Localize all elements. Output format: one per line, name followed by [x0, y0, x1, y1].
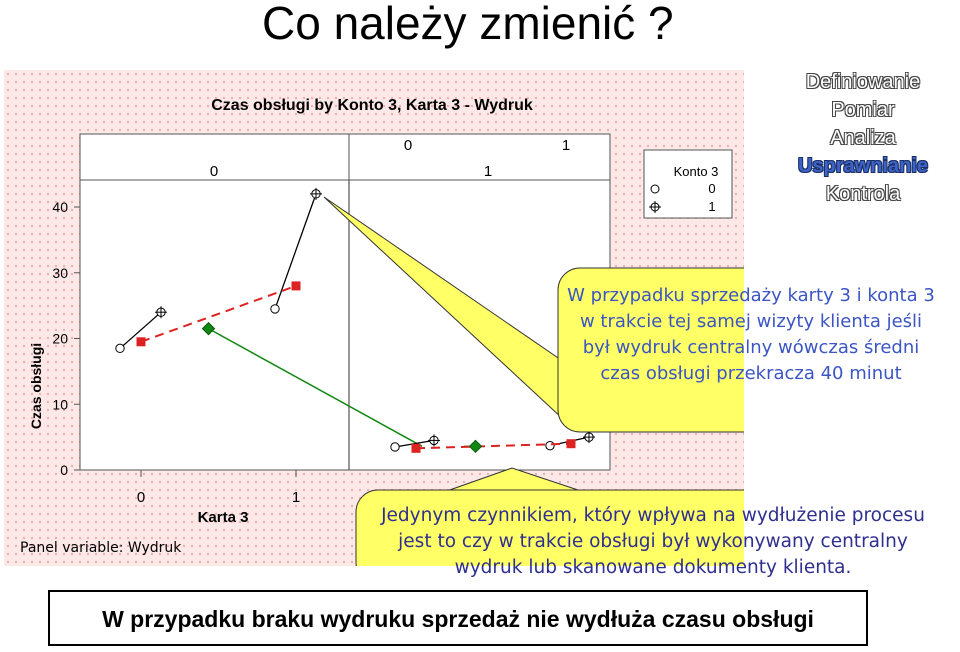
panel-strip	[80, 134, 610, 180]
y-tick-label: 10	[52, 396, 68, 413]
data-point-konto0	[391, 443, 399, 451]
legend-marker-circle	[651, 185, 659, 193]
data-point-konto0	[116, 344, 124, 352]
chart-title: Czas obsługi by Konto 3, Karta 3 - Wydruk	[211, 97, 533, 114]
nav-item-kontrola[interactable]: Kontrola	[825, 183, 901, 205]
panel-label-0: 0	[209, 163, 219, 180]
y-tick-label: 40	[52, 199, 68, 215]
data-point-konto0	[271, 305, 279, 313]
callout-text-1: W przypadku sprzedaży karty 3 i konta 3 w trakcie tej samej wizyty klienta jeśli był wydruk centralny wówczas średni czas obsługi przekracza 40 minut	[567, 285, 935, 384]
nav-item-analiza[interactable]: Analiza	[830, 127, 896, 149]
mean-marker	[412, 444, 421, 453]
nav-item-definiowanie[interactable]: Definiowanie	[805, 71, 921, 93]
karta-tick-0: 0	[136, 489, 146, 506]
karta-axis-label: Karta 3	[197, 509, 249, 526]
y-tick-label: 0	[60, 462, 68, 478]
mean-marker	[292, 281, 301, 290]
callout-text-2: Jedynym czynnikiem, który wpływa na wydłużenie procesu jest to czy w trakcie obsługi był wykonywany centralny wydruk lub skanowane dokumenty klienta.	[381, 505, 925, 578]
mean-marker	[137, 337, 146, 346]
dmaic-nav	[770, 68, 956, 208]
konto-tick-1: 1	[561, 137, 571, 154]
nav-item-pomiar[interactable]: Pomiar	[831, 99, 895, 121]
panel-label-1: 1	[483, 163, 493, 180]
panel-variable-label: Panel variable: Wydruk	[20, 540, 182, 556]
legend-entry-1: 1	[708, 199, 716, 214]
data-point-konto0	[546, 441, 554, 449]
legend-title: Konto 3	[673, 164, 719, 179]
karta-tick-1: 1	[291, 489, 301, 506]
y-axis-label: Czas obsługi	[28, 342, 44, 430]
slide-title: Co należy zmienić ?	[262, 0, 674, 49]
y-tick-label: 20	[52, 330, 68, 347]
konto-tick-0: 0	[403, 137, 413, 154]
legend-entry-0: 0	[708, 181, 716, 196]
nav-item-usprawnianie[interactable]: Usprawnianie	[797, 155, 929, 177]
conclusion-text: W przypadku braku wydruku sprzedaż nie wydłuża czasu obsługi	[102, 606, 814, 632]
callout-pointer-2	[444, 468, 584, 492]
mean-marker	[567, 439, 576, 448]
y-tick-label: 30	[52, 264, 68, 281]
conclusion-box	[48, 590, 868, 646]
plot-frame	[80, 180, 610, 470]
